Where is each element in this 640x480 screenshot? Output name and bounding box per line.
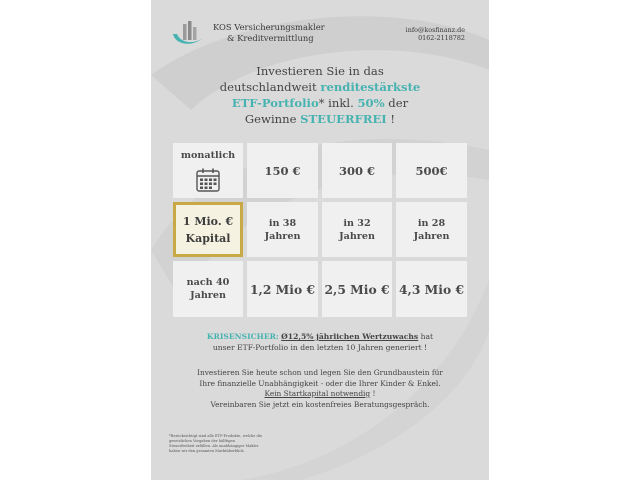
after-years-cell (173, 261, 243, 317)
monthly-label-cell (173, 143, 243, 198)
body-line2: Ihre finanzielle Unabhängigkeit - oder die Ihrer Kinder & Enkel. (199, 378, 441, 388)
headline-line4 (151, 111, 489, 127)
years-unit: Jahren (264, 230, 301, 242)
headline (151, 63, 489, 127)
crisis-text: hat (418, 332, 434, 341)
no-capital-note: Kein Startkapital notwendig (264, 389, 371, 398)
crisis-line2: unser ETF-Portfolio in den letzten 10 Jahren generiert ! (212, 343, 428, 352)
goal-label: Kapital (185, 231, 231, 245)
headline-text: Gewinne (244, 112, 301, 126)
years-value: in 32 (343, 217, 371, 229)
headline-highlight: ETF-Portfolio (231, 96, 319, 110)
headline-highlight: 50% (357, 96, 385, 110)
headline-text: deutschlandweit (219, 80, 321, 94)
price-500: 500€ (415, 163, 448, 178)
monthly-label: monatlich (180, 149, 236, 161)
company-name-line2: & Kreditvermittlung (227, 33, 314, 43)
flyer (151, 0, 489, 480)
price-300: 300 € (338, 163, 375, 178)
years-value: in 38 (268, 217, 297, 229)
years-unit: Jahren (339, 230, 375, 242)
footnote-line: Steuerfreiheit erfüllen. Als unabhängiger Makler (169, 444, 259, 448)
headline-text: der (384, 96, 409, 110)
contact-info (406, 26, 465, 42)
email-link[interactable]: info@kosfinanz.de (405, 26, 465, 34)
goal-cell (173, 202, 243, 257)
result-value: 4,3 Mio € (399, 281, 464, 297)
footnote-line: *Berücksichtigt sind alle ETF-Produkte, welche die (169, 434, 263, 438)
result-cell (322, 261, 392, 317)
savings-table (173, 143, 467, 317)
after-years-unit: Jahren (190, 290, 226, 301)
crisis-statement (151, 331, 489, 353)
body-text-suffix: ! (370, 389, 376, 398)
body-line3 (151, 389, 489, 400)
years-cell (322, 202, 392, 257)
years-cell (247, 202, 318, 257)
result-cell (396, 261, 467, 317)
crisis-line1 (151, 331, 489, 342)
years-cell (396, 202, 467, 257)
footnote (169, 434, 299, 454)
price-cell (247, 143, 318, 198)
price-cell (322, 143, 392, 198)
price-cell (396, 143, 467, 198)
company-name-line1: KOS Versicherungsmakler (213, 22, 325, 32)
headline-highlight: renditestärkste (320, 80, 421, 94)
company-name (213, 22, 325, 44)
header (151, 0, 489, 60)
body-line1: Investieren Sie heute schon und legen Sie den Grundbaustein für (197, 368, 443, 377)
calendar-icon (195, 167, 221, 193)
goal-amount: 1 Mio. € (182, 214, 234, 228)
footnote-line: gesetzlichen Vorgaben der hälftigen (169, 439, 235, 443)
body-text (151, 368, 489, 410)
result-value: 1,2 Mio € (250, 281, 315, 297)
headline-line2 (151, 79, 489, 95)
body-line4: Vereinbaren Sie jetzt ein kostenfreies Beratungsgespräch. (210, 399, 430, 409)
price-150: 150 € (264, 163, 301, 178)
result-cell (247, 261, 318, 317)
headline-line3 (151, 95, 489, 111)
result-value: 2,5 Mio € (324, 281, 390, 297)
after-years-value: nach 40 (186, 277, 230, 288)
years-value: in 28 (417, 217, 446, 229)
headline-text: ! (386, 112, 396, 126)
headline-line1: Investieren Sie in das (256, 64, 384, 78)
crisis-label: KRISENSICHER: (206, 332, 279, 341)
company-logo-icon (171, 20, 205, 48)
years-unit: Jahren (413, 230, 450, 242)
footnote-line: haben wir den gesamten Marktüberblick. (169, 449, 245, 453)
headline-highlight: STEUERFREI (300, 112, 387, 126)
phone-number: 0162-2118782 (418, 34, 465, 42)
crisis-highlight: Ø12,5% jährlichen Wertzuwachs (281, 332, 419, 341)
headline-text: * inkl. (318, 96, 358, 110)
